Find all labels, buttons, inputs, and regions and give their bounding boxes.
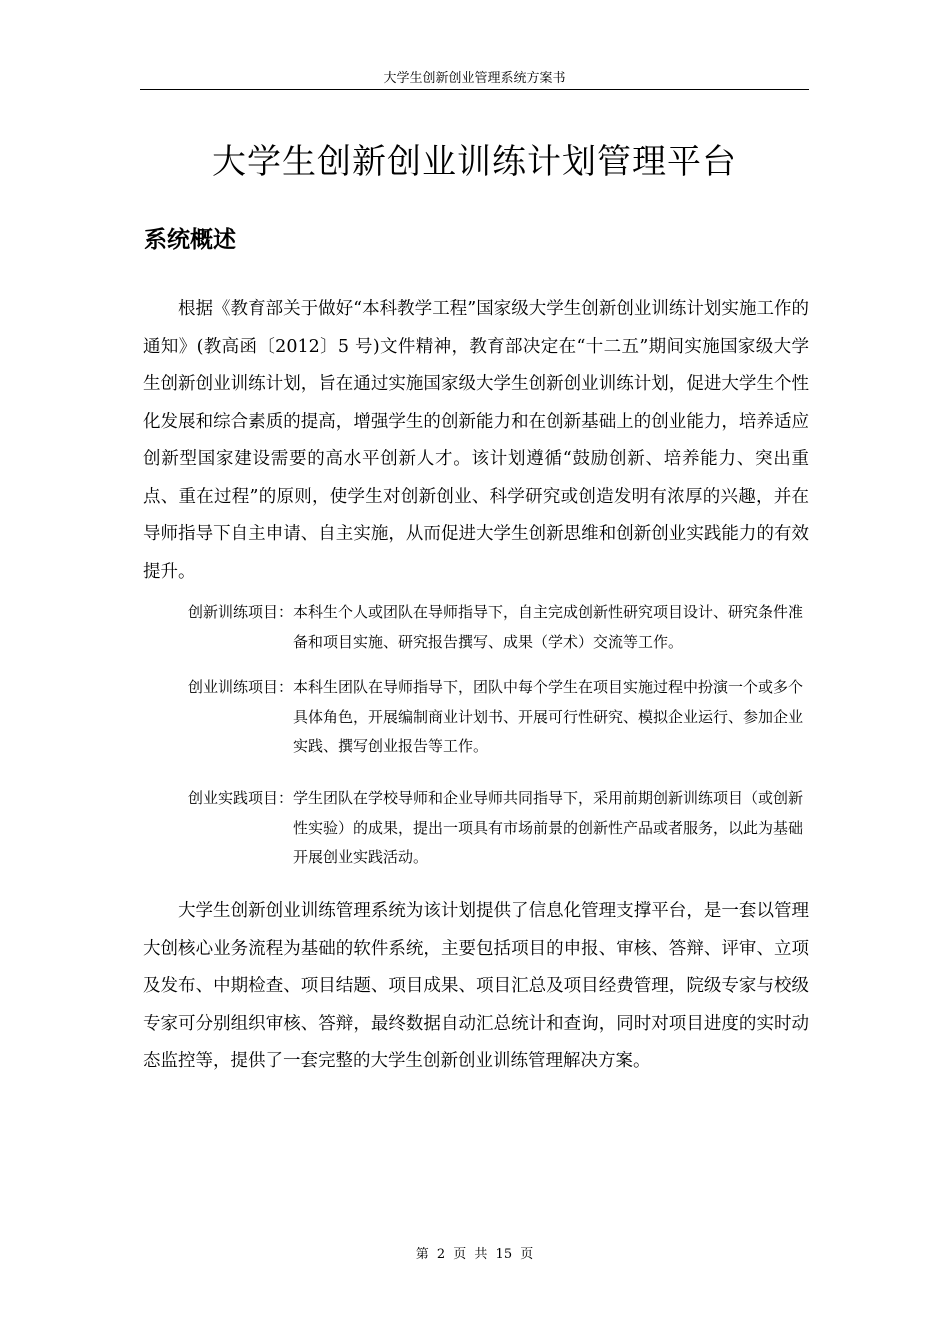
page-footer: 第 2 页 共 15 页 <box>415 1247 534 1262</box>
project-label: 创业训练项目： <box>188 678 294 696</box>
header-rule <box>140 89 809 90</box>
project-description: 学生团队在学校导师和企业导师共同指导下，采用前期创新训练项目（或创新性实验）的成果，提出一项具有市场前景的创新性产品或者服务，以此为基础开展创业实践活动。 <box>293 789 804 866</box>
section-heading: 系统概述 <box>144 227 236 253</box>
project-item-entrepreneurship-training <box>188 673 810 762</box>
project-item-entrepreneurship-practice <box>188 784 810 873</box>
running-header: 大学生创新创业管理系统方案书 <box>383 71 566 86</box>
project-label: 创新训练项目： <box>188 603 294 621</box>
project-description: 本科生个人或团队在导师指导下，自主完成创新性研究项目设计、研究条件准备和项目实施、研究报告撰写、成果（学术）交流等工作。 <box>293 603 804 651</box>
system-paragraph: 大学生创新创业训练管理系统为该计划提供了信息化管理支撑平台，是一套以管理大创核心业务流程为基础的软件系统，主要包括项目的申报、审核、答辩、评审、立项及发布、中期检查、项目结题、项目成果、项目汇总及项目经费管理，院级专家与校级专家可分别组织审核、答辩，最终数据自动汇总统计和查询，同时对项目进度的实时动态监控等，提供了一套完整的大学生创新创业训练管理解决方案。 <box>143 901 809 1071</box>
project-label: 创业实践项目： <box>188 789 294 807</box>
intro-paragraph: 根据《教育部关于做好“本科教学工程”国家级大学生创新创业训练计划实施工作的通知》(教高函〔2012〕5 号)文件精神，教育部决定在“十二五”期间实施国家级大学生创新创业训练计划，旨在通过实施国家级大学生创新创业训练计划，促进大学生个性化发展和综合素质的提高，增强学生的创新能力和在创新基础上的创业能力，培养适应创新型国家建设需要的高水平创新人才。该计划遵循“鼓励创新、培养能力、突出重点、重在过程”的原则，使学生对创新创业、科学研究或创造发明有浓厚的兴趣，并在导师指导下自主申请、自主实施，从而促进大学生创新思维和创新创业实践能力的有效提升。 <box>143 299 809 582</box>
project-item-innovation <box>188 598 810 657</box>
page-title: 大学生创新创业训练计划管理平台 <box>212 142 737 182</box>
project-description: 本科生团队在导师指导下，团队中每个学生在项目实施过程中扮演一个或多个具体角色，开展编制商业计划书、开展可行性研究、模拟企业运行、参加企业实践、撰写创业报告等工作。 <box>293 678 804 755</box>
